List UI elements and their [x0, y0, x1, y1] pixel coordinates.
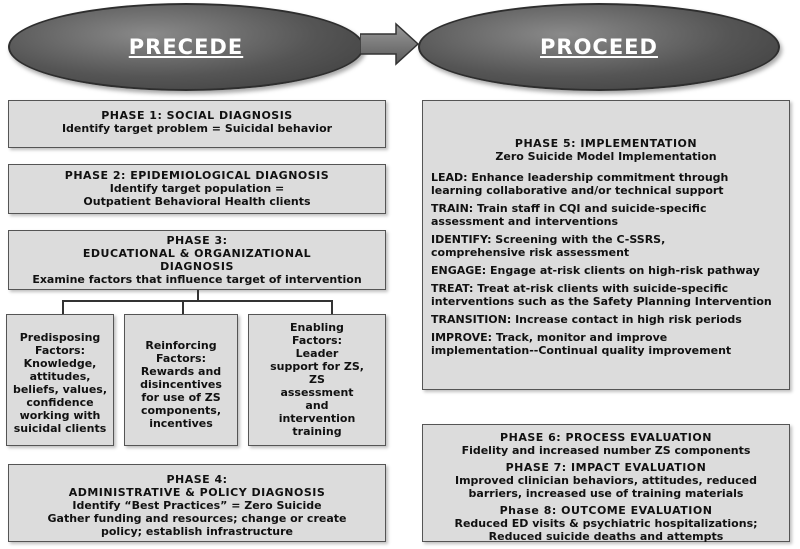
- phase5-item-identify: [431, 233, 781, 259]
- phase5-item-lead: [431, 171, 781, 197]
- reinforcing-line: components,: [140, 404, 222, 417]
- reinforcing-line: incentives: [149, 417, 213, 430]
- phase5-item-engage: [431, 264, 781, 277]
- phase5-item-treat: [431, 282, 781, 308]
- phase1-title: PHASE 1: SOCIAL DIAGNOSIS: [101, 109, 293, 122]
- phase1-text: Identify target problem = Suicidal behavior: [61, 122, 333, 135]
- phase6-title: PHASE 6: PROCESS EVALUATION: [500, 431, 712, 444]
- phase7-text-1: Improved clinician behaviors, attitudes, reduced: [455, 474, 757, 487]
- phase5-item-train: [431, 202, 781, 228]
- proceed-oval: [418, 3, 780, 91]
- enabling-line: ZS: [309, 373, 325, 386]
- phase3-title-2: EDUCATIONAL & ORGANIZATIONAL: [82, 247, 312, 260]
- phase5-item-line: TRANSITION: Increase contact in high risk periods: [431, 313, 742, 326]
- precede-oval: [8, 3, 364, 91]
- phase2-text-2: Outpatient Behavioral Health clients: [83, 195, 311, 208]
- phase2-title: PHASE 2: EPIDEMIOLOGICAL DIAGNOSIS: [64, 169, 330, 182]
- phase5-item-improve: [431, 331, 781, 357]
- connector-bar: [62, 300, 332, 302]
- evaluation-box: [422, 424, 790, 542]
- connector-right: [331, 300, 333, 314]
- phase7-title: PHASE 7: IMPACT EVALUATION: [505, 461, 707, 474]
- connector-mid: [182, 300, 184, 314]
- reinforcing-line: Reinforcing: [145, 339, 217, 352]
- enabling-factors-box: [248, 314, 386, 446]
- phase8-group: [429, 504, 783, 543]
- phase7-group: [429, 461, 783, 500]
- phase3-text: Examine factors that influence target of intervention: [32, 273, 362, 286]
- phase8-text-1: Reduced ED visits & psychiatric hospitalizations;: [454, 517, 758, 530]
- enabling-line: Enabling: [290, 321, 344, 334]
- phase6-text: Fidelity and increased number ZS components: [461, 444, 751, 457]
- predisposing-line: suicidal clients: [13, 422, 107, 435]
- enabling-line: intervention: [278, 412, 356, 425]
- phase5-item-line: LEAD: Enhance leadership commitment through: [431, 171, 729, 184]
- phase5-item-line: ENGAGE: Engage at-risk clients on high-risk pathway: [431, 264, 760, 277]
- phase2-text-1: Identify target population =: [109, 182, 285, 195]
- phase1-box: [8, 100, 386, 148]
- phase8-title: Phase 8: OUTCOME EVALUATION: [499, 504, 713, 517]
- phase5-item-line: learning collaborative and/or technical support: [431, 184, 724, 197]
- phase4-title-2: ADMINISTRATIVE & POLICY DIAGNOSIS: [68, 486, 326, 499]
- predisposing-line: Predisposing: [19, 331, 101, 344]
- phase5-subtitle: Zero Suicide Model Implementation: [495, 150, 717, 163]
- predisposing-line: confidence: [26, 396, 94, 409]
- phase5-item-line: TRAIN: Train staff in CQI and suicide-specific: [431, 202, 707, 215]
- enabling-line: support for ZS,: [270, 360, 364, 373]
- phase3-title-3: DIAGNOSIS: [160, 260, 234, 273]
- phase5-item-line: IMPROVE: Track, monitor and improve: [431, 331, 668, 344]
- predisposing-line: Knowledge,: [23, 357, 97, 370]
- phase4-title-1: PHASE 4:: [166, 473, 228, 486]
- phase5-item-line: implementation--Continual quality improvement: [431, 344, 732, 357]
- phase6-group: [429, 431, 783, 457]
- precede-label: PRECEDE: [128, 35, 244, 59]
- phase2-box: [8, 164, 386, 214]
- phase8-text-2: Reduced suicide deaths and attempts: [488, 530, 724, 543]
- phase5-item-line: IDENTIFY: Screening with the C-SSRS,: [431, 233, 666, 246]
- arrow-right-icon: [360, 22, 420, 66]
- reinforcing-line: Rewards and: [140, 365, 222, 378]
- predisposing-line: attitudes,: [29, 370, 91, 383]
- reinforcing-line: disincentives: [140, 378, 222, 391]
- phase5-box: [422, 100, 790, 390]
- phase5-item-line: TREAT: Treat at-risk clients with suicide-specific: [431, 282, 729, 295]
- phase5-item-line: interventions such as the Safety Planning Intervention: [431, 295, 772, 308]
- phase4-box: [8, 464, 386, 542]
- phase5-item-line: comprehensive risk assessment: [431, 246, 630, 259]
- enabling-line: training: [292, 425, 342, 438]
- reinforcing-line: Factors:: [156, 352, 206, 365]
- phase5-item-line: assessment and interventions: [431, 215, 619, 228]
- reinforcing-line: for use of ZS: [141, 391, 221, 404]
- reinforcing-factors-box: [124, 314, 238, 446]
- predisposing-factors-box: [6, 314, 114, 446]
- enabling-line: Factors:: [292, 334, 342, 347]
- enabling-line: assessment: [280, 386, 354, 399]
- phase5-item-transition: [431, 313, 781, 326]
- enabling-line: and: [305, 399, 329, 412]
- phase3-box: [8, 230, 386, 290]
- predisposing-line: working with: [19, 409, 101, 422]
- phase4-text-1: Identify “Best Practices” = Zero Suicide: [72, 499, 322, 512]
- phase5-title: PHASE 5: IMPLEMENTATION: [514, 137, 698, 150]
- predisposing-line: Factors:: [35, 344, 85, 357]
- connector-trunk: [197, 290, 199, 300]
- predisposing-line: beliefs, values,: [12, 383, 108, 396]
- connector-left: [62, 300, 64, 314]
- phase7-text-2: barriers, increased use of training materials: [468, 487, 744, 500]
- phase4-text-3: policy; establish infrastructure: [101, 525, 293, 538]
- phase4-text-2: Gather funding and resources; change or create: [47, 512, 347, 525]
- enabling-line: Leader: [295, 347, 339, 360]
- proceed-label: PROCEED: [540, 35, 658, 59]
- phase3-title-1: PHASE 3:: [166, 234, 228, 247]
